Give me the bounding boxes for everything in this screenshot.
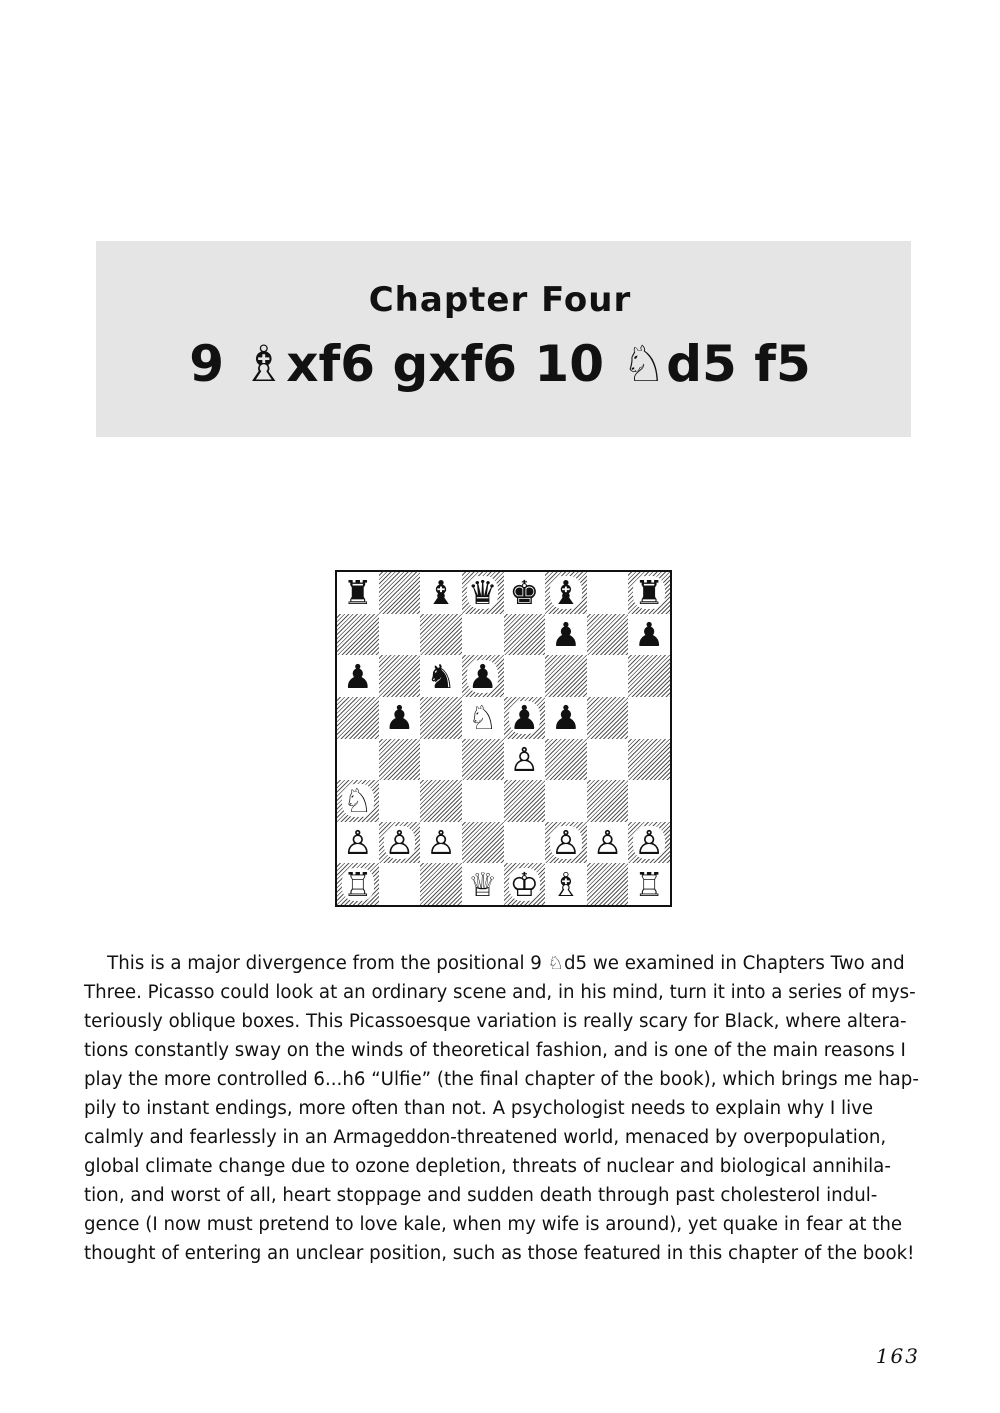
square-a4 [337,739,379,781]
chess-piece-icon: ♚ [509,573,540,613]
chess-piece-icon: ♟ [467,656,498,696]
square-c7 [420,614,462,656]
square-a6 [337,655,379,697]
square-b5 [379,697,421,739]
chess-piece-icon: ♝ [426,573,456,613]
square-h2 [628,822,670,864]
square-h3 [628,780,670,822]
square-g1 [587,863,629,905]
square-e8 [504,572,546,614]
square-e1 [504,863,546,905]
square-f4 [545,739,587,781]
square-d8 [462,572,504,614]
square-g4 [587,739,629,781]
body-line: pily to instant endings, more often than not. A psychologist needs to explain why I live [84,1098,874,1119]
square-h6 [628,655,670,697]
square-f2 [545,822,587,864]
body-line: Three. Picasso could look at an ordinary scene and, in his mind, turn it into a series of mys- [84,982,916,1003]
chess-piece-icon: ♞ [426,656,456,696]
chess-piece-icon: ♙ [509,739,540,779]
square-a1 [337,863,379,905]
chess-piece-icon: ♟ [384,698,415,738]
body-line: thought of entering an unclear position, such as those featured in this chapter of the book! [84,1243,915,1264]
square-b8 [379,572,421,614]
chess-piece-icon: ♙ [551,823,581,863]
square-a8 [337,572,379,614]
square-b7 [379,614,421,656]
square-f6 [545,655,587,697]
square-e2 [504,822,546,864]
square-g8 [587,572,629,614]
square-h5 [628,697,670,739]
square-h7 [628,614,670,656]
body-line: This is a major divergence from the positional 9 ♘d5 we examined in Chapters Two and [84,953,905,974]
chess-piece-icon: ♟ [634,614,664,654]
chess-piece-icon: ♙ [384,823,415,863]
chess-piece-icon: ♕ [467,864,498,904]
square-g5 [587,697,629,739]
square-b2 [379,822,421,864]
square-b1 [379,863,421,905]
chess-piece-icon: ♘ [467,698,498,738]
chess-piece-icon: ♖ [343,864,373,904]
square-b4 [379,739,421,781]
chess-piece-icon: ♗ [551,864,581,904]
square-d3 [462,780,504,822]
square-d2 [462,822,504,864]
body-paragraph [84,949,924,1268]
square-a3 [337,780,379,822]
chess-piece-icon: ♟ [551,698,581,738]
square-h1 [628,863,670,905]
square-g7 [587,614,629,656]
square-f3 [545,780,587,822]
square-f5 [545,697,587,739]
chess-piece-icon: ♟ [551,614,581,654]
square-e4 [504,739,546,781]
square-c6 [420,655,462,697]
body-line: teriously oblique boxes. This Picassoesque variation is really scary for Black, where altera- [84,1011,907,1032]
square-e3 [504,780,546,822]
chess-piece-icon: ♙ [634,823,664,863]
square-g2 [587,822,629,864]
square-c8 [420,572,462,614]
chess-piece-icon: ♝ [551,573,581,613]
body-line: tions constantly sway on the winds of theoretical fashion, and is one of the main reasons I [84,1040,906,1061]
square-a7 [337,614,379,656]
chess-piece-icon: ♜ [634,573,664,613]
square-d4 [462,739,504,781]
square-d7 [462,614,504,656]
body-line: tion, and worst of all, heart stoppage and sudden death through past cholesterol indul- [84,1185,878,1206]
square-e5 [504,697,546,739]
square-g3 [587,780,629,822]
chess-diagram [335,570,672,907]
square-a5 [337,697,379,739]
square-b6 [379,655,421,697]
body-line: global climate change due to ozone depletion, threats of nuclear and biological annihila- [84,1156,891,1177]
square-g6 [587,655,629,697]
page-number: 163 [875,1344,920,1368]
body-line: gence (I now must pretend to love kale, when my wife is around), yet quake in fear at the [84,1214,903,1235]
chapter-label: Chapter Four [368,280,632,320]
chess-piece-icon: ♖ [634,864,664,904]
chess-piece-icon: ♙ [592,823,623,863]
square-d1 [462,863,504,905]
square-a2 [337,822,379,864]
chess-piece-icon: ♘ [343,781,373,821]
square-f1 [545,863,587,905]
chess-piece-icon: ♔ [509,864,540,904]
square-f8 [545,572,587,614]
square-c4 [420,739,462,781]
square-c2 [420,822,462,864]
chess-piece-icon: ♙ [343,823,373,863]
chapter-title: 9 ♗xf6 gxf6 10 ♘d5 f5 [189,335,811,393]
square-b3 [379,780,421,822]
chess-piece-icon: ♟ [343,656,373,696]
chess-piece-icon: ♛ [467,573,498,613]
square-h4 [628,739,670,781]
body-line: calmly and fearlessly in an Armageddon-threatened world, menaced by overpopulation, [84,1127,887,1148]
chess-piece-icon: ♜ [343,573,373,613]
square-f7 [545,614,587,656]
square-c1 [420,863,462,905]
square-h8 [628,572,670,614]
square-c3 [420,780,462,822]
square-d6 [462,655,504,697]
chess-piece-icon: ♟ [509,698,540,738]
square-e6 [504,655,546,697]
chess-board [337,572,670,905]
square-c5 [420,697,462,739]
chess-piece-icon: ♙ [426,823,456,863]
body-line: play the more controlled 6...h6 “Ulfie” (the final chapter of the book), which brings me hap- [84,1069,919,1090]
square-e7 [504,614,546,656]
square-d5 [462,697,504,739]
